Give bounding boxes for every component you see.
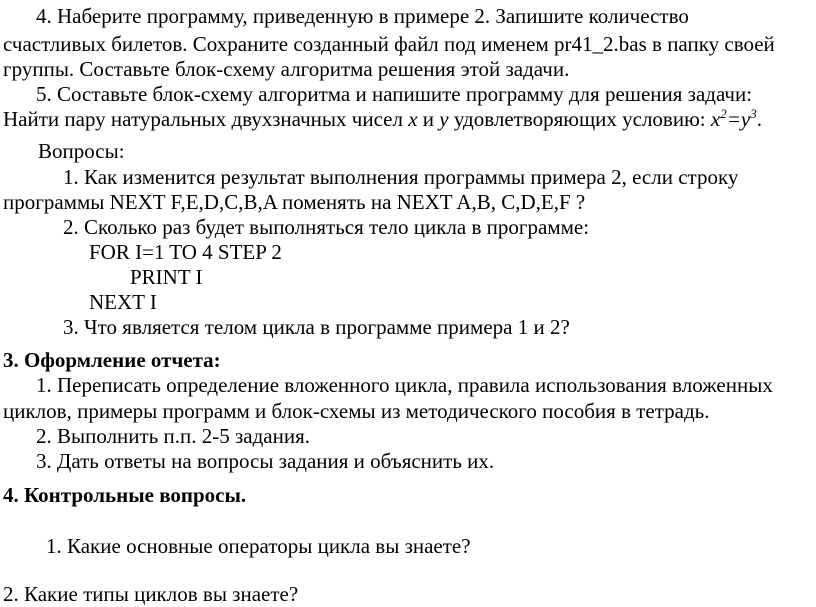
control-heading: 4. Контрольные вопросы. [3, 483, 247, 507]
question2: 2. Сколько раз будет выполняться тело цикла в программе: [63, 215, 590, 239]
report-item3: 3. Дать ответы на вопросы задания и объяснить их. [36, 449, 495, 473]
task4-line1: 4. Наберите программу, приведенную в примере 2. Запишите количество [36, 4, 689, 28]
question3: 3. Что является телом цикла в программе примера 1 и 2? [63, 315, 570, 339]
task4-line3: группы. Составьте блок-схему алгоритма решения этой задачи. [3, 57, 570, 81]
question1-line2: программы NEXT F,E,D,C,B,A поменять на NEXT A,B, C,D,E,F ? [3, 190, 586, 214]
control-question2: 2. Какие типы циклов вы знаете? [3, 582, 299, 606]
report-item2: 2. Выполнить п.п. 2-5 задания. [36, 424, 311, 448]
code-line3: NEXT I [89, 290, 157, 314]
task4-line2: счастливых билетов. Сохраните созданный файл под именем pr41_2.bas в папку своей [3, 32, 775, 56]
report-heading: 3. Оформление отчета: [3, 348, 221, 372]
task5-line1: 5. Составьте блок-схему алгоритма и напишите программу для решения задачи: [36, 82, 753, 106]
equation: $x^2=y^3$ [710, 106, 757, 131]
question1-line1: 1. Как изменится результат выполнения программы примера 2, если строку [63, 165, 739, 189]
control-question1: 1. Какие основные операторы цикла вы знаете? [46, 534, 471, 558]
code-line2: PRINT I [130, 265, 203, 289]
task5-line2: Найти пару натуральных двухзначных чисел x и y удовлетворяющих условию: $x^2=y^3$. [3, 106, 762, 131]
questions-heading: Вопросы: [38, 139, 125, 163]
report-item1-line1: 1. Переписать определение вложенного цикла, правила использования вложенных [36, 373, 773, 397]
var-x: x [408, 107, 418, 131]
report-item1-line2: циклов, примеры программ и блок-схемы из методического пособия в тетрадь. [3, 399, 710, 423]
var-y: y [439, 107, 449, 131]
code-line1: FOR I=1 TO 4 STEP 2 [89, 240, 282, 264]
